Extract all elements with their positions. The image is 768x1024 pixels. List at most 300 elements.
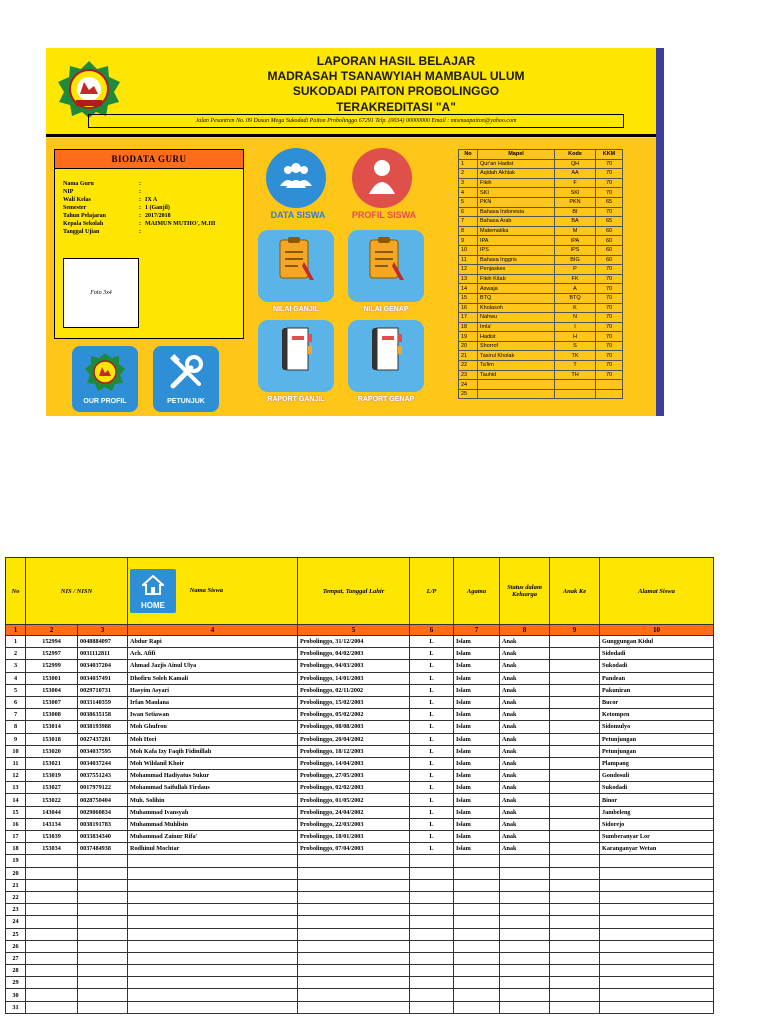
row-no: 31 bbox=[6, 1001, 26, 1013]
jenis-kelamin: L bbox=[410, 745, 454, 757]
anak-ke bbox=[550, 904, 600, 916]
mapel-row bbox=[459, 255, 623, 265]
jenis-kelamin: L bbox=[410, 782, 454, 794]
mapel-kkm: 70 bbox=[596, 178, 623, 188]
alamat-siswa bbox=[600, 855, 714, 867]
mapel-no: 17 bbox=[459, 313, 478, 323]
mapel-kode: M bbox=[555, 226, 596, 236]
row-no: 22 bbox=[6, 891, 26, 903]
anak-ke bbox=[550, 636, 600, 648]
nis: 153001 bbox=[26, 672, 78, 684]
mapel-no: 19 bbox=[459, 332, 478, 342]
row-no: 2 bbox=[6, 648, 26, 660]
profil-siswa-button[interactable] bbox=[352, 148, 412, 208]
biodata-separator: : bbox=[139, 229, 141, 235]
mapel-no: 21 bbox=[459, 351, 478, 361]
table-row bbox=[6, 855, 714, 867]
nama-siswa: Mohammad Hadiyatus Sukur bbox=[128, 770, 298, 782]
table-row bbox=[6, 806, 714, 818]
agama bbox=[454, 977, 500, 989]
mapel-kode: N bbox=[555, 313, 596, 323]
panel-right-border bbox=[656, 48, 664, 416]
tempat-tanggal-lahir: Probolinggo, 20/04/2002 bbox=[298, 733, 410, 745]
biodata-separator: : bbox=[139, 197, 141, 203]
mapel-no: 10 bbox=[459, 245, 478, 255]
mapel-name: Bahasa Indonesia bbox=[478, 207, 555, 217]
alamat-siswa bbox=[600, 1001, 714, 1013]
table-row bbox=[6, 879, 714, 891]
row-no: 8 bbox=[6, 721, 26, 733]
tempat-tanggal-lahir: Probolinggo, 08/08/2003 bbox=[298, 721, 410, 733]
nama-siswa: Moh Wildanil Khoir bbox=[128, 757, 298, 769]
column-number: 1 bbox=[6, 625, 26, 636]
col-status-keluarga: Status dalam Keluarga bbox=[500, 558, 550, 625]
anak-ke bbox=[550, 709, 600, 721]
nisn: 0034037244 bbox=[78, 757, 128, 769]
mapel-kkm: 70 bbox=[596, 159, 623, 169]
anak-ke bbox=[550, 965, 600, 977]
nama-siswa: Dhofiru Soleh Kamali bbox=[128, 672, 298, 684]
tempat-tanggal-lahir: Probolinggo, 18/01/2003 bbox=[298, 831, 410, 843]
row-no: 4 bbox=[6, 672, 26, 684]
mapel-no: 18 bbox=[459, 322, 478, 332]
biodata-separator: : bbox=[139, 189, 141, 195]
status-keluarga bbox=[500, 916, 550, 928]
dashboard-panel bbox=[46, 48, 664, 416]
data-siswa-button[interactable] bbox=[266, 148, 326, 208]
table-row bbox=[6, 696, 714, 708]
col-anak-ke: Anak Ke bbox=[550, 558, 600, 625]
row-no: 25 bbox=[6, 928, 26, 940]
mapel-row bbox=[459, 236, 623, 246]
raport-ganjil-button[interactable] bbox=[258, 320, 334, 403]
column-number: 10 bbox=[600, 625, 714, 636]
anak-ke bbox=[550, 733, 600, 745]
nisn bbox=[78, 989, 128, 1001]
alamat-siswa: Bucor bbox=[600, 696, 714, 708]
biodata-separator: : bbox=[139, 213, 141, 219]
mapel-name: Nahwu bbox=[478, 313, 555, 323]
mapel-name: IPA bbox=[478, 236, 555, 246]
alamat-siswa bbox=[600, 928, 714, 940]
nama-siswa bbox=[128, 867, 298, 879]
mapel-kkm bbox=[596, 380, 623, 390]
table-row bbox=[6, 745, 714, 757]
tempat-tanggal-lahir: Probolinggo, 07/04/2003 bbox=[298, 843, 410, 855]
anak-ke bbox=[550, 1001, 600, 1013]
tempat-tanggal-lahir bbox=[298, 891, 410, 903]
agama: Islam bbox=[454, 684, 500, 696]
nama-siswa: Mohammad Saifullah Firdaus bbox=[128, 782, 298, 794]
nisn: 0037484938 bbox=[78, 843, 128, 855]
status-keluarga bbox=[500, 928, 550, 940]
tempat-tanggal-lahir bbox=[298, 940, 410, 952]
row-no: 12 bbox=[6, 770, 26, 782]
status-keluarga bbox=[500, 904, 550, 916]
mapel-kode: A bbox=[555, 284, 596, 294]
nama-siswa bbox=[128, 855, 298, 867]
jenis-kelamin: L bbox=[410, 696, 454, 708]
biodata-row bbox=[63, 180, 215, 188]
raport-ganjil-label: RAPORT GANJIL bbox=[267, 396, 325, 403]
mapel-col-kode: Kode bbox=[555, 150, 596, 160]
anak-ke bbox=[550, 977, 600, 989]
mapel-no: 3 bbox=[459, 178, 478, 188]
mapel-row bbox=[459, 322, 623, 332]
status-keluarga bbox=[500, 879, 550, 891]
row-no: 15 bbox=[6, 806, 26, 818]
tempat-tanggal-lahir: Probolinggo, 27/05/2003 bbox=[298, 770, 410, 782]
jenis-kelamin: L bbox=[410, 831, 454, 843]
agama bbox=[454, 952, 500, 964]
anak-ke bbox=[550, 794, 600, 806]
col-nis-nisn: NIS / NISN bbox=[26, 558, 128, 625]
petunjuk-button[interactable] bbox=[153, 346, 219, 412]
status-keluarga bbox=[500, 891, 550, 903]
anak-ke bbox=[550, 745, 600, 757]
mapel-row bbox=[459, 178, 623, 188]
nis: 153027 bbox=[26, 782, 78, 794]
table-row bbox=[6, 794, 714, 806]
status-keluarga: Anak bbox=[500, 660, 550, 672]
status-keluarga bbox=[500, 952, 550, 964]
jenis-kelamin bbox=[410, 916, 454, 928]
mapel-kode: SKI bbox=[555, 188, 596, 198]
mapel-name: Fikih Kitab bbox=[478, 274, 555, 284]
table-row bbox=[6, 940, 714, 952]
alamat-siswa bbox=[600, 989, 714, 1001]
mapel-name: Bahasa Arab bbox=[478, 217, 555, 227]
mapel-header-row bbox=[459, 150, 623, 160]
nilai-ganjil-button[interactable] bbox=[258, 230, 334, 313]
nis: 153007 bbox=[26, 696, 78, 708]
status-keluarga: Anak bbox=[500, 818, 550, 830]
table-row bbox=[6, 648, 714, 660]
mapel-no: 11 bbox=[459, 255, 478, 265]
tempat-tanggal-lahir: Probolinggo, 04/02/2003 bbox=[298, 648, 410, 660]
mapel-no: 25 bbox=[459, 389, 478, 399]
mapel-kode: F bbox=[555, 178, 596, 188]
table-row bbox=[6, 916, 714, 928]
table-row bbox=[6, 721, 714, 733]
agama bbox=[454, 989, 500, 1001]
mapel-kode: BA bbox=[555, 217, 596, 227]
status-keluarga: Anak bbox=[500, 806, 550, 818]
nisn bbox=[78, 855, 128, 867]
mapel-kode: H bbox=[555, 332, 596, 342]
col-nama-siswa bbox=[128, 558, 298, 625]
nis bbox=[26, 965, 78, 977]
table-row bbox=[6, 660, 714, 672]
agama: Islam bbox=[454, 745, 500, 757]
nisn: 0029060834 bbox=[78, 806, 128, 818]
mapel-row bbox=[459, 341, 623, 351]
jenis-kelamin: L bbox=[410, 770, 454, 782]
row-no: 14 bbox=[6, 794, 26, 806]
mapel-no: 1 bbox=[459, 159, 478, 169]
biodata-label: Tanggal Ujian bbox=[63, 229, 100, 235]
nis: 153018 bbox=[26, 733, 78, 745]
report-sheet-icon bbox=[276, 236, 316, 282]
mapel-kode: BTQ bbox=[555, 293, 596, 303]
tempat-tanggal-lahir bbox=[298, 989, 410, 1001]
col-tempat-tanggal-lahir: Tempat, Tanggal Lahir bbox=[298, 558, 410, 625]
nis bbox=[26, 916, 78, 928]
mapel-name: Tasirul Kholak bbox=[478, 351, 555, 361]
status-keluarga bbox=[500, 965, 550, 977]
anak-ke bbox=[550, 843, 600, 855]
table-row bbox=[6, 1001, 714, 1013]
nisn bbox=[78, 1001, 128, 1013]
status-keluarga: Anak bbox=[500, 794, 550, 806]
nama-siswa: Ahmad Jazjis Ainul Ulya bbox=[128, 660, 298, 672]
notebook-icon bbox=[278, 326, 314, 374]
header-line-1: LAPORAN HASIL BELAJAR bbox=[316, 54, 476, 68]
mapel-name: Tauhid bbox=[478, 370, 555, 380]
row-no: 17 bbox=[6, 831, 26, 843]
anak-ke bbox=[550, 721, 600, 733]
mapel-kode: IPA bbox=[555, 236, 596, 246]
tempat-tanggal-lahir bbox=[298, 879, 410, 891]
status-keluarga: Anak bbox=[500, 636, 550, 648]
agama: Islam bbox=[454, 806, 500, 818]
mapel-name: Imla' bbox=[478, 322, 555, 332]
anak-ke bbox=[550, 648, 600, 660]
tempat-tanggal-lahir bbox=[298, 965, 410, 977]
mapel-name: Bahasa Inggris bbox=[478, 255, 555, 265]
jenis-kelamin: L bbox=[410, 721, 454, 733]
jenis-kelamin bbox=[410, 904, 454, 916]
nisn bbox=[78, 916, 128, 928]
nisn: 0033140359 bbox=[78, 696, 128, 708]
mapel-no: 9 bbox=[459, 236, 478, 246]
mapel-name bbox=[478, 380, 555, 390]
mapel-no: 15 bbox=[459, 293, 478, 303]
nilai-genap-button[interactable] bbox=[348, 230, 424, 313]
anak-ke bbox=[550, 855, 600, 867]
nisn: 0048884097 bbox=[78, 636, 128, 648]
agama bbox=[454, 879, 500, 891]
our-profil-button[interactable] bbox=[72, 346, 138, 412]
jenis-kelamin bbox=[410, 928, 454, 940]
status-keluarga bbox=[500, 977, 550, 989]
nis: 153022 bbox=[26, 794, 78, 806]
alamat-siswa: Plampang bbox=[600, 757, 714, 769]
anak-ke bbox=[550, 684, 600, 696]
mapel-kode: K bbox=[555, 303, 596, 313]
mapel-no: 13 bbox=[459, 274, 478, 284]
tempat-tanggal-lahir: Probolinggo, 14/01/2003 bbox=[298, 672, 410, 684]
jenis-kelamin bbox=[410, 977, 454, 989]
nis bbox=[26, 977, 78, 989]
raport-genap-button[interactable] bbox=[348, 320, 424, 403]
mapel-kkm: 70 bbox=[596, 341, 623, 351]
jenis-kelamin: L bbox=[410, 672, 454, 684]
nisn: 0034037491 bbox=[78, 672, 128, 684]
table-row bbox=[6, 989, 714, 1001]
nisn: 0037551243 bbox=[78, 770, 128, 782]
profil-siswa-label: PROFIL SISWA bbox=[351, 210, 417, 220]
mapel-kkm: 70 bbox=[596, 361, 623, 371]
mapel-kode: P bbox=[555, 265, 596, 275]
mapel-row bbox=[459, 159, 623, 169]
row-no: 29 bbox=[6, 977, 26, 989]
mapel-no: 8 bbox=[459, 226, 478, 236]
user-profile-icon bbox=[368, 158, 396, 196]
column-number: 3 bbox=[78, 625, 128, 636]
table-row bbox=[6, 709, 714, 721]
row-no: 3 bbox=[6, 660, 26, 672]
mapel-kkm: 70 bbox=[596, 207, 623, 217]
jenis-kelamin: L bbox=[410, 648, 454, 660]
nama-siswa: Muhammad Zainur Rifa' bbox=[128, 831, 298, 843]
nis bbox=[26, 940, 78, 952]
agama bbox=[454, 940, 500, 952]
table-row bbox=[6, 770, 714, 782]
mapel-kode: FK bbox=[555, 274, 596, 284]
anak-ke bbox=[550, 928, 600, 940]
mapel-row bbox=[459, 274, 623, 284]
nis: 153014 bbox=[26, 721, 78, 733]
biodata-row bbox=[63, 220, 215, 228]
alamat-siswa: Gondosuli bbox=[600, 770, 714, 782]
mapel-no: 5 bbox=[459, 197, 478, 207]
mapel-kode: TK bbox=[555, 351, 596, 361]
mapel-no: 16 bbox=[459, 303, 478, 313]
mapel-kkm: 70 bbox=[596, 322, 623, 332]
table-row bbox=[6, 843, 714, 855]
biodata-label: NIP bbox=[63, 189, 74, 195]
column-number: 6 bbox=[410, 625, 454, 636]
biodata-value: IX A bbox=[145, 197, 158, 203]
nis bbox=[26, 879, 78, 891]
nama-siswa bbox=[128, 977, 298, 989]
row-no: 6 bbox=[6, 696, 26, 708]
nilai-ganjil-label: NILAI GANJIL bbox=[273, 306, 319, 313]
anak-ke bbox=[550, 818, 600, 830]
nis: 153021 bbox=[26, 757, 78, 769]
status-keluarga: Anak bbox=[500, 721, 550, 733]
mapel-table bbox=[458, 149, 623, 399]
mapel-row bbox=[459, 303, 623, 313]
nisn bbox=[78, 891, 128, 903]
home-button[interactable] bbox=[130, 569, 176, 613]
nis bbox=[26, 952, 78, 964]
agama bbox=[454, 891, 500, 903]
nis: 153034 bbox=[26, 843, 78, 855]
mapel-row bbox=[459, 284, 623, 294]
status-keluarga bbox=[500, 867, 550, 879]
biodata-row bbox=[63, 212, 215, 220]
mapel-row bbox=[459, 361, 623, 371]
tempat-tanggal-lahir: Probolinggo, 15/02/2003 bbox=[298, 696, 410, 708]
agama bbox=[454, 965, 500, 977]
nama-siswa bbox=[128, 904, 298, 916]
row-no: 1 bbox=[6, 636, 26, 648]
school-logo-icon bbox=[56, 60, 122, 118]
tempat-tanggal-lahir: Probolinggo, 18/12/2003 bbox=[298, 745, 410, 757]
row-no: 28 bbox=[6, 965, 26, 977]
mapel-kkm: 65 bbox=[596, 197, 623, 207]
column-number: 4 bbox=[128, 625, 298, 636]
row-no: 23 bbox=[6, 904, 26, 916]
biodata-row bbox=[63, 204, 215, 212]
table-row bbox=[6, 977, 714, 989]
nama-siswa bbox=[128, 879, 298, 891]
biodata-label: Nama Guru bbox=[63, 181, 94, 187]
jenis-kelamin bbox=[410, 940, 454, 952]
home-label: HOME bbox=[141, 601, 165, 610]
nisn bbox=[78, 867, 128, 879]
student-header-row bbox=[6, 558, 714, 625]
table-row bbox=[6, 965, 714, 977]
status-keluarga: Anak bbox=[500, 757, 550, 769]
status-keluarga bbox=[500, 855, 550, 867]
mapel-row bbox=[459, 226, 623, 236]
alamat-siswa: Ketompen bbox=[600, 709, 714, 721]
alamat-siswa: Sidorejo bbox=[600, 818, 714, 830]
tempat-tanggal-lahir bbox=[298, 1001, 410, 1013]
row-no: 27 bbox=[6, 952, 26, 964]
nisn: 0027437281 bbox=[78, 733, 128, 745]
alamat-siswa bbox=[600, 952, 714, 964]
tools-icon bbox=[167, 352, 207, 392]
nisn: 0017979122 bbox=[78, 782, 128, 794]
alamat-siswa bbox=[600, 977, 714, 989]
header-accreditation: TERAKREDITASI "A" bbox=[336, 100, 456, 114]
alamat-siswa: Binor bbox=[600, 794, 714, 806]
alamat-siswa: Petunjungan bbox=[600, 733, 714, 745]
jenis-kelamin: L bbox=[410, 636, 454, 648]
tempat-tanggal-lahir: Probolinggo, 05/02/2002 bbox=[298, 709, 410, 721]
nis: 143134 bbox=[26, 818, 78, 830]
mapel-row bbox=[459, 265, 623, 275]
row-no: 30 bbox=[6, 989, 26, 1001]
mapel-row bbox=[459, 293, 623, 303]
mapel-no: 7 bbox=[459, 217, 478, 227]
mapel-kode: TH bbox=[555, 370, 596, 380]
school-address: Jalan Pesantren No. 09 Dusun Mega Sukodadi Paiton Probolinggo 67291 Telp. (0034) 00000000 Email : mtsmuapaiton@yahoo.com bbox=[88, 114, 624, 128]
table-row bbox=[6, 672, 714, 684]
mapel-kkm: 70 bbox=[596, 332, 623, 342]
mapel-no: 22 bbox=[459, 361, 478, 371]
table-row bbox=[6, 733, 714, 745]
nis: 152994 bbox=[26, 636, 78, 648]
tempat-tanggal-lahir bbox=[298, 855, 410, 867]
jenis-kelamin bbox=[410, 867, 454, 879]
biodata-value: MAIMUN MUTHO', M.HI bbox=[145, 221, 216, 227]
tempat-tanggal-lahir: Probolinggo, 24/04/2002 bbox=[298, 806, 410, 818]
biodata-value: 2017/2018 bbox=[145, 213, 171, 219]
mapel-row bbox=[459, 380, 623, 390]
anak-ke bbox=[550, 757, 600, 769]
biodata-separator: : bbox=[139, 221, 141, 227]
alamat-siswa bbox=[600, 891, 714, 903]
nama-siswa: Hasyim Asyari bbox=[128, 684, 298, 696]
home-icon bbox=[142, 575, 164, 595]
anak-ke bbox=[550, 770, 600, 782]
nama-siswa: Irfan Maulana bbox=[128, 696, 298, 708]
nis: 153004 bbox=[26, 684, 78, 696]
nilai-genap-label: NILAI GENAP bbox=[363, 306, 409, 313]
jenis-kelamin: L bbox=[410, 660, 454, 672]
table-row bbox=[6, 891, 714, 903]
biodata-label: Semester bbox=[63, 205, 87, 211]
mapel-row bbox=[459, 313, 623, 323]
nis: 153019 bbox=[26, 770, 78, 782]
table-row bbox=[6, 831, 714, 843]
nis bbox=[26, 891, 78, 903]
